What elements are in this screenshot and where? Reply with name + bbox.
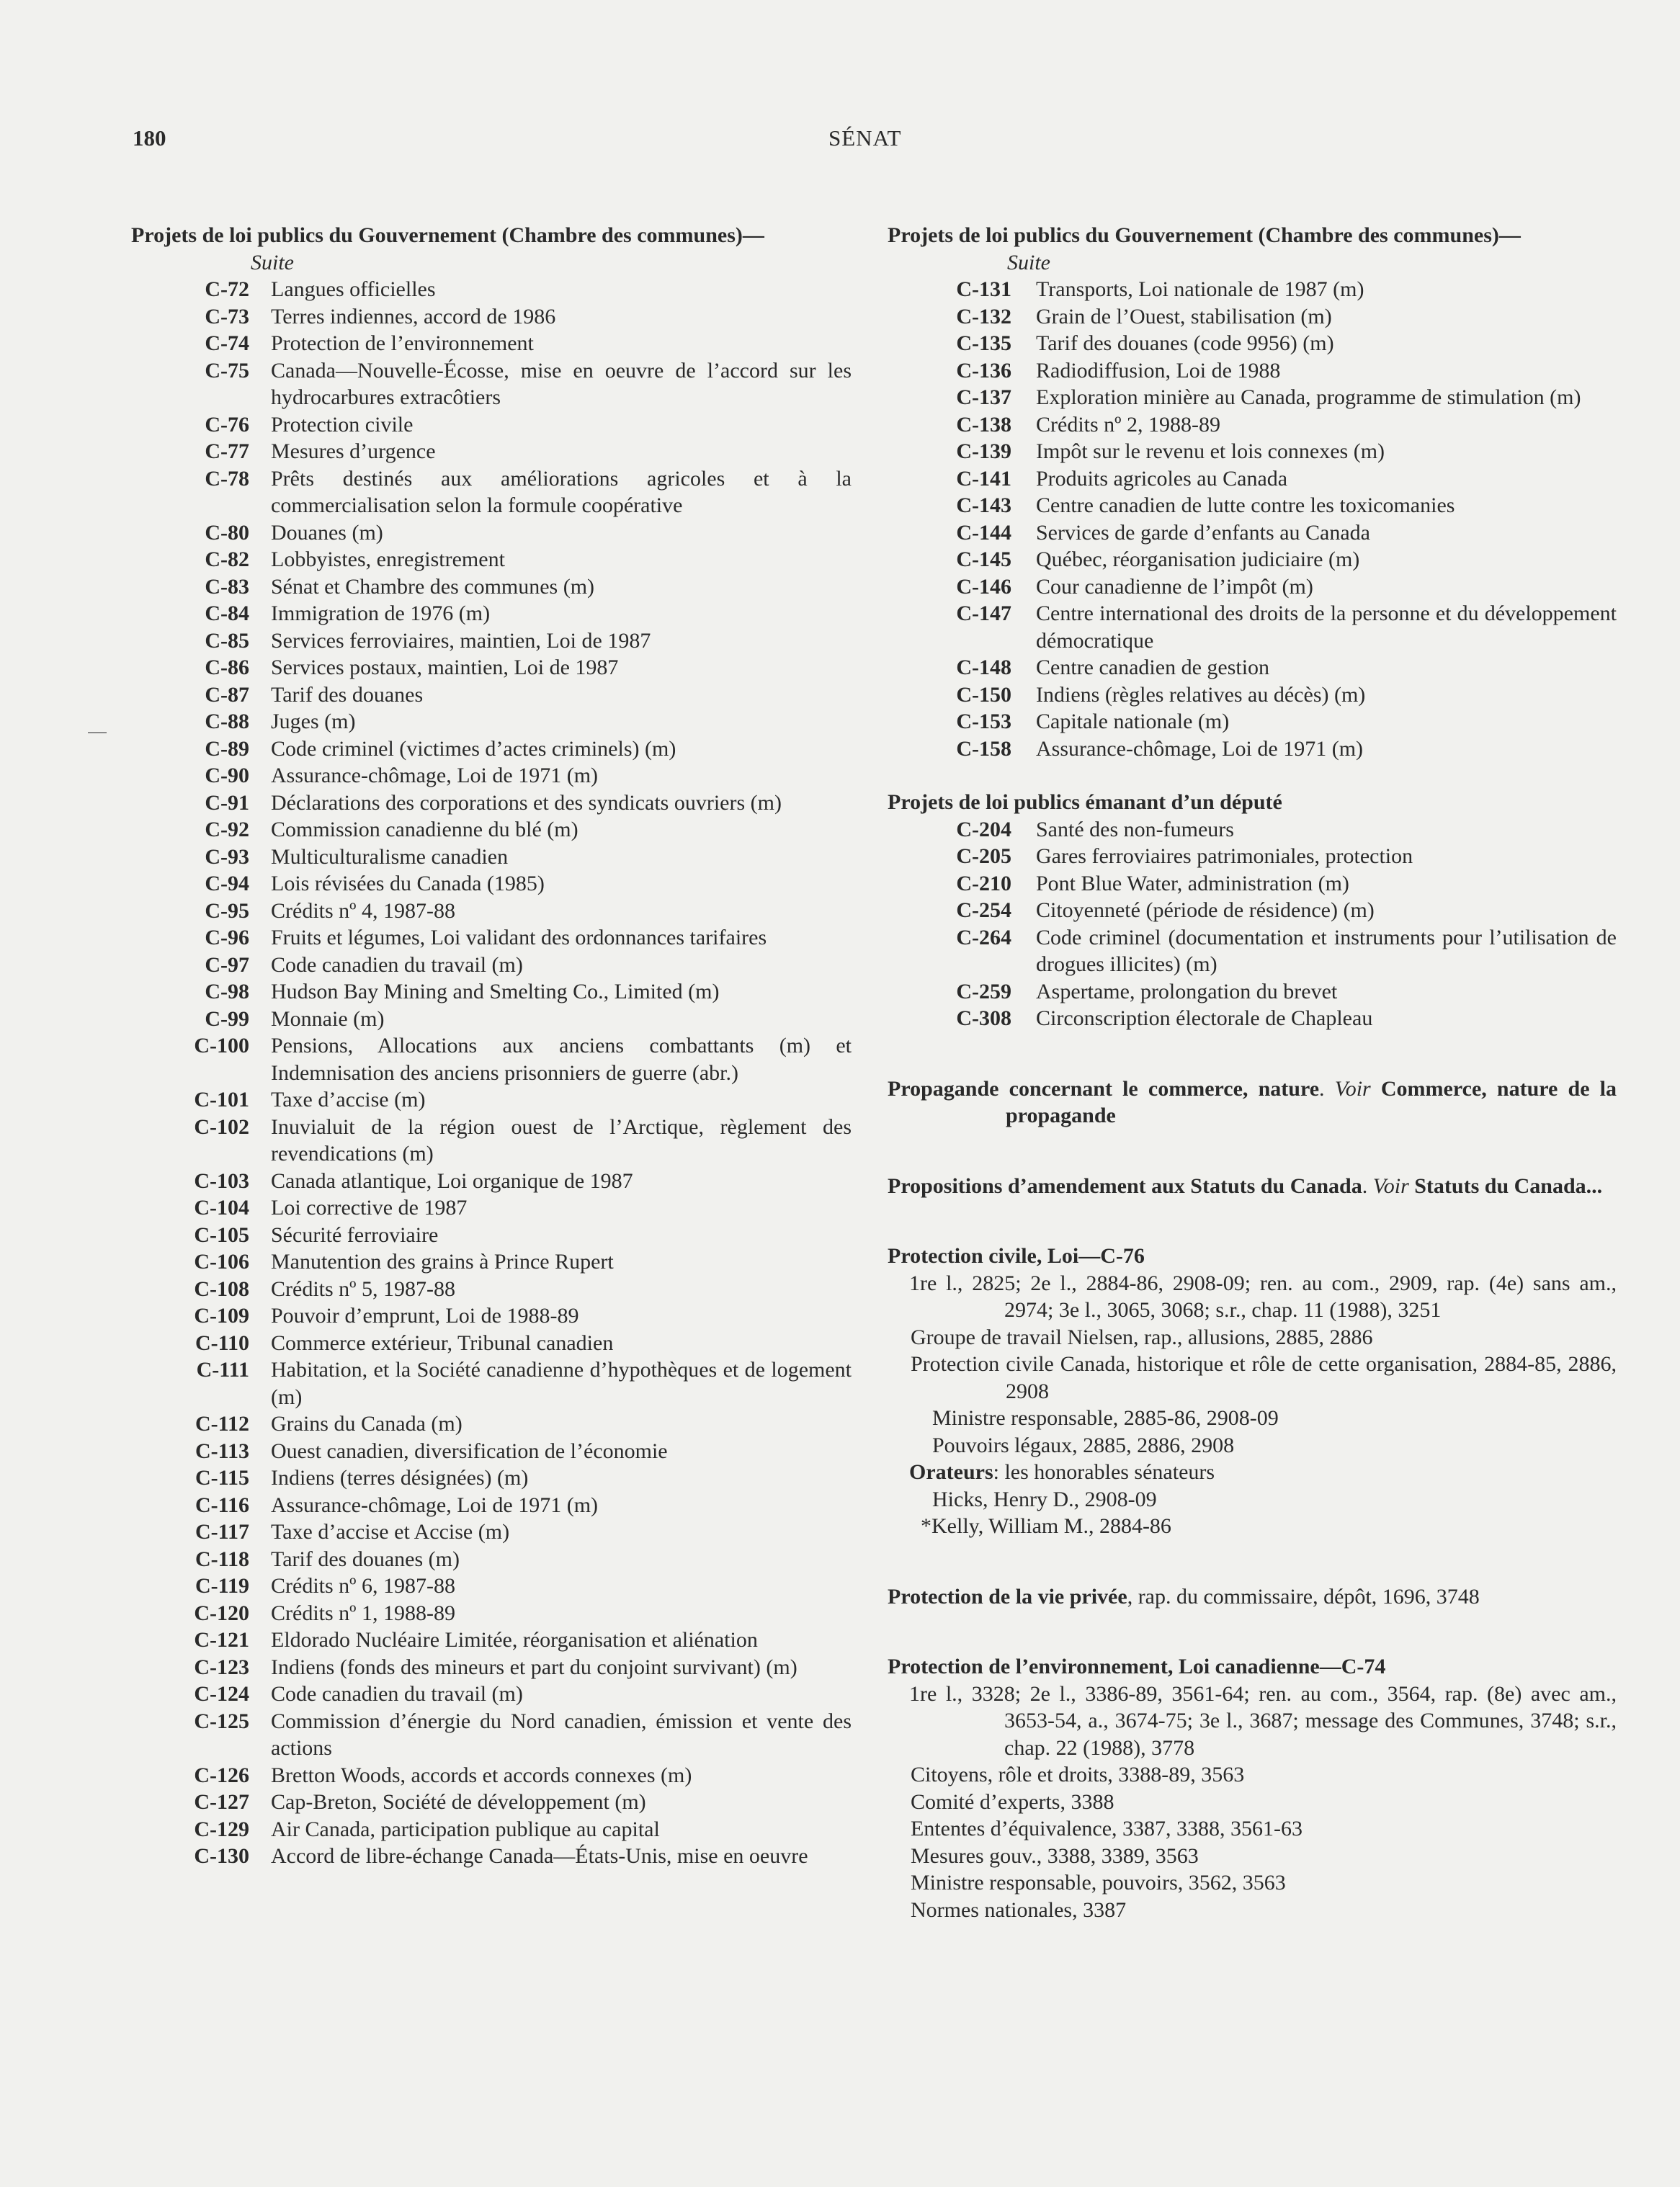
punct: . [1319, 1076, 1335, 1101]
bill-entry [888, 276, 1617, 303]
bill-entry [131, 1006, 852, 1033]
bill-entry [131, 952, 852, 979]
bill-code: C-98 [205, 980, 249, 1003]
right-column [888, 222, 1617, 1923]
subentry-nested: Pouvoirs légaux, 2885, 2886, 2908 [932, 1433, 1235, 1457]
bill-code: C-136 [956, 358, 1011, 383]
bill-title: Langues officielles [271, 277, 436, 301]
bill-code: C-119 [195, 1574, 249, 1598]
bill-entry [888, 438, 1617, 465]
entry-heading: Protection de l’environnement, Loi canadienne—C-74 [888, 1655, 1386, 1678]
bill-entry [131, 303, 852, 331]
bill-entry [131, 1546, 852, 1573]
bill-title: Loi corrective de 1987 [271, 1196, 468, 1220]
bill-entry [131, 1573, 852, 1600]
bill-code: C-94 [205, 872, 249, 895]
bill-code: C-101 [194, 1088, 249, 1112]
bill-title: Santé des non-fumeurs [1036, 817, 1234, 841]
space [1371, 1077, 1381, 1101]
bill-entry [131, 1789, 852, 1816]
bill-title: Canada atlantique, Loi organique de 1987 [271, 1168, 633, 1193]
bill-title: Douanes (m) [271, 520, 383, 545]
bill-entry [131, 1410, 852, 1438]
bill-entry [888, 897, 1617, 924]
bill-code: C-88 [205, 710, 249, 733]
bill-entry [888, 654, 1617, 681]
bill-entry [131, 1222, 852, 1249]
bill-code: C-100 [194, 1034, 249, 1057]
bill-entry [888, 357, 1617, 385]
bill-code: C-264 [956, 925, 1011, 949]
bill-title: Tarif des douanes (code 9956) (m) [1036, 331, 1334, 355]
bill-title: Hudson Bay Mining and Smelting Co., Limited (m) [271, 980, 720, 1003]
bill-title: Protection civile [271, 412, 414, 437]
bill-entry [131, 1114, 852, 1168]
entry-heading: Protection de la vie privée [888, 1584, 1127, 1609]
bill-code: C-108 [194, 1276, 249, 1301]
bill-entry [131, 762, 852, 790]
bill-entry [131, 1654, 852, 1681]
bill-code: C-146 [956, 574, 1011, 599]
bill-title: Eldorado Nucléaire Limitée, réorganisation et aliénation [271, 1628, 758, 1652]
bill-title: Pensions, Allocations aux anciens combattants (m) et Indemnisation des anciens prisonniers de guerre (abr.) [271, 1034, 852, 1085]
bill-title: Aspertame, prolongation du brevet [1036, 979, 1338, 1003]
bill-code: C-137 [956, 385, 1011, 409]
spacer [888, 1032, 1617, 1075]
bill-code: C-117 [195, 1520, 249, 1544]
index-entry-protection-civile [888, 1243, 1617, 1270]
bill-entry [131, 1356, 852, 1410]
bill-title: Commission d’énergie du Nord canadien, émission et vente des actions [271, 1709, 852, 1760]
bill-code: C-97 [205, 952, 249, 977]
bill-entry [131, 1086, 852, 1114]
bill-code: C-91 [205, 790, 249, 815]
bill-entry [131, 1708, 852, 1762]
readings: 1re l., 2825; 2e l., 2884-86, 2908-09; ren. au com., 2909, rap. (4e) sans am., 2974; 3e l., 3065, 3068; s.r., chap. 11 (1988), 3251 [909, 1271, 1617, 1322]
bill-entry [888, 546, 1617, 573]
bill-code: C-95 [205, 898, 249, 923]
bill-entry [131, 735, 852, 763]
bill-code: C-84 [205, 601, 249, 625]
bill-entry [131, 1168, 852, 1195]
bill-entry [131, 1600, 852, 1627]
bill-title: Indiens (terres désignées) (m) [271, 1466, 529, 1490]
punct: . [1362, 1173, 1373, 1198]
spacer [888, 1540, 1617, 1583]
bill-list [131, 276, 852, 1870]
bill-title: Bretton Woods, accords et accords connexes (m) [271, 1763, 692, 1787]
bill-code: C-106 [194, 1250, 249, 1274]
bill-code: C-102 [194, 1114, 249, 1139]
bill-entry [131, 1492, 852, 1519]
bill-title: Immigration de 1976 (m) [271, 601, 491, 625]
bill-entry [888, 870, 1617, 898]
bill-list [888, 816, 1617, 1032]
bill-code: C-104 [194, 1196, 249, 1220]
entry-heading: Propagande concernant le commerce, nature [888, 1076, 1320, 1101]
bill-code: C-158 [956, 736, 1011, 761]
bill-title: Services de garde d’enfants au Canada [1036, 520, 1370, 545]
subentry: Citoyens, rôle et droits, 3388-89, 3563 [911, 1763, 1245, 1786]
bill-title: Transports, Loi nationale de 1987 (m) [1036, 277, 1364, 301]
bill-title: Radiodiffusion, Loi de 1988 [1036, 358, 1281, 383]
bill-entry [131, 627, 852, 655]
bill-entry [131, 1302, 852, 1330]
bill-code: C-131 [956, 277, 1011, 301]
bill-title: Québec, réorganisation judiciaire (m) [1036, 547, 1360, 571]
margin-mark [88, 732, 107, 733]
entry-heading: Protection civile, Loi—C-76 [888, 1244, 1145, 1268]
bill-title: Assurance-chômage, Loi de 1971 (m) [1036, 736, 1364, 761]
bill-entry [131, 708, 852, 735]
subentry: Groupe de travail Nielsen, rap., allusions, 2885, 2886 [911, 1325, 1373, 1349]
bill-entry [131, 870, 852, 898]
bill-code: C-254 [956, 898, 1011, 922]
bill-title: Fruits et légumes, Loi validant des ordonnances tarifaires [271, 926, 767, 949]
bill-entry [131, 978, 852, 1006]
bill-entry [131, 330, 852, 357]
subentry-nested: Ministre responsable, 2885-86, 2908-09 [932, 1406, 1279, 1430]
bill-title: Citoyenneté (période de résidence) (m) [1036, 898, 1375, 922]
bill-title: Centre canadien de gestion [1036, 656, 1270, 679]
bill-title: Commission canadienne du blé (m) [271, 818, 578, 841]
bill-entry [888, 519, 1617, 547]
bill-entry [131, 1032, 852, 1086]
speaker: Hicks, Henry D., 2908-09 [932, 1487, 1157, 1511]
spacer [888, 1130, 1617, 1173]
bill-title: Terres indiennes, accord de 1986 [271, 304, 556, 328]
spacer [888, 1610, 1617, 1653]
bill-title: Cour canadienne de l’impôt (m) [1036, 574, 1313, 599]
section-title: Projets de loi publics du Gouvernement (Chambre des communes)— [131, 223, 764, 247]
bill-entry [888, 816, 1617, 844]
bill-entry [131, 1438, 852, 1465]
bill-title: Protection de l’environnement [271, 331, 534, 355]
speaker: *Kelly, William M., 2884-86 [921, 1514, 1171, 1538]
bill-entry [888, 978, 1617, 1006]
bill-title: Tarif des douanes [271, 682, 424, 707]
bill-entry [131, 573, 852, 601]
bill-entry [888, 924, 1617, 978]
bill-title: Indiens (règles relatives au décès) (m) [1036, 682, 1366, 707]
bill-code: C-78 [205, 466, 249, 491]
bill-title: Crédits nº 6, 1987-88 [271, 1574, 455, 1598]
bill-code: C-105 [194, 1222, 249, 1247]
bill-code: C-153 [956, 710, 1011, 733]
entry-text: , rap. du commissaire, dépôt, 1696, 3748 [1127, 1584, 1480, 1609]
bill-entry [888, 708, 1617, 735]
bill-entry [131, 924, 852, 952]
bill-entry [888, 330, 1617, 357]
subentry-list [888, 1761, 1617, 1923]
bill-code: C-118 [195, 1547, 249, 1571]
bill-title: Taxe d’accise (m) [271, 1088, 426, 1112]
bill-title: Crédits nº 5, 1987-88 [271, 1276, 455, 1301]
subentry: Ministre responsable, pouvoirs, 3562, 3563 [911, 1871, 1286, 1895]
bill-code: C-144 [956, 520, 1011, 545]
bill-title: Multiculturalisme canadien [271, 844, 509, 869]
bill-entry [131, 1843, 852, 1870]
bill-title: Impôt sur le revenu et lois connexes (m) [1036, 439, 1385, 463]
bill-title: Code criminel (documentation et instruments pour l’utilisation de drogues illicites) (m) [1036, 925, 1617, 976]
bill-code: C-87 [205, 682, 249, 707]
bill-title: Sécurité ferroviaire [271, 1222, 439, 1247]
bill-entry [888, 1005, 1617, 1032]
bill-entry [131, 465, 852, 519]
bill-entry [131, 1276, 852, 1303]
bill-code: C-93 [205, 844, 249, 869]
bill-title: Inuvialuit de la région ouest de l’Arctique, règlement des revendications (m) [271, 1114, 852, 1166]
bill-entry [131, 276, 852, 303]
member-section-title: Projets de loi publics émanant d’un député [888, 790, 1282, 814]
bill-code: C-112 [195, 1412, 249, 1436]
bill-code: C-308 [956, 1006, 1011, 1030]
speakers-line [888, 1459, 1617, 1486]
bill-code: C-75 [205, 358, 249, 383]
speakers-label: Orateurs [909, 1460, 993, 1484]
bill-code: C-210 [956, 871, 1011, 895]
bill-entry [888, 681, 1617, 709]
subentry: Protection civile Canada, historique et rôle de cette organisation, 2884-85, 2886, 2908 [911, 1352, 1617, 1403]
bill-title: Services postaux, maintien, Loi de 1987 [271, 656, 619, 679]
bill-code: C-115 [195, 1466, 249, 1490]
cross-reference: Statuts du Canada... [1414, 1173, 1603, 1198]
bill-code: C-145 [956, 547, 1011, 571]
bill-title: Grains du Canada (m) [271, 1412, 463, 1436]
bill-title: Déclarations des corporations et des syndicats ouvriers (m) [271, 790, 782, 815]
bill-code: C-141 [956, 466, 1011, 491]
subentry: Comité d’experts, 3388 [911, 1789, 1114, 1814]
bill-code: C-73 [205, 304, 249, 328]
index-entry-vie-privee [888, 1583, 1617, 1611]
bill-title: Code criminel (victimes d’actes criminels) (m) [271, 736, 676, 761]
bill-entry [888, 411, 1617, 439]
bill-title: Produits agricoles au Canada [1036, 466, 1288, 491]
bill-code: C-90 [205, 764, 249, 787]
bill-title: Monnaie (m) [271, 1006, 385, 1031]
bill-code: C-99 [205, 1006, 249, 1031]
bill-entry [888, 384, 1617, 411]
bill-code: C-83 [205, 574, 249, 599]
subentry: Normes nationales, 3387 [911, 1897, 1127, 1922]
spacer [888, 1199, 1617, 1243]
bill-code: C-86 [205, 656, 249, 679]
bill-code: C-147 [956, 601, 1011, 625]
spacer [888, 762, 1617, 789]
bill-entry [131, 1816, 852, 1843]
bill-entry [131, 844, 852, 871]
bill-title: Pont Blue Water, administration (m) [1036, 871, 1349, 895]
bill-code: C-138 [956, 412, 1011, 437]
bill-entry [888, 735, 1617, 763]
bill-code: C-204 [956, 817, 1011, 841]
bill-code: C-143 [956, 493, 1011, 517]
bill-entry [131, 1681, 852, 1708]
bill-entry [131, 438, 852, 465]
section-title: Projets de loi publics du Gouvernement (Chambre des communes)— [888, 223, 1521, 247]
bill-entry [888, 303, 1617, 331]
bill-title: Centre canadien de lutte contre les toxicomanies [1036, 493, 1455, 517]
subentry: Ententes d’équivalence, 3387, 3388, 3561-63 [911, 1817, 1303, 1841]
bill-entry [131, 816, 852, 844]
bill-code: C-124 [194, 1682, 249, 1706]
bill-code: C-120 [194, 1601, 249, 1625]
bill-entry [131, 1519, 852, 1546]
bill-code: C-123 [194, 1655, 249, 1679]
bill-title: Juges (m) [271, 710, 356, 733]
bill-title: Accord de libre-échange Canada—États-Unis, mise en oeuvre [271, 1844, 808, 1868]
bill-title: Pouvoir d’emprunt, Loi de 1988-89 [271, 1304, 579, 1328]
speakers-text: : les honorables sénateurs [993, 1460, 1215, 1484]
bill-code: C-130 [194, 1844, 249, 1868]
bill-code: C-85 [205, 628, 249, 653]
bill-title: Mesures d’urgence [271, 439, 436, 463]
bill-code: C-116 [195, 1493, 249, 1517]
bill-title: Cap-Breton, Société de développement (m) [271, 1790, 646, 1814]
bill-code: C-139 [956, 439, 1011, 463]
bill-entry [888, 843, 1617, 870]
bill-title: Code canadien du travail (m) [271, 1682, 523, 1706]
bill-title: Air Canada, participation publique au capital [271, 1817, 660, 1841]
bill-title: Centre international des droits de la personne et du développement démocratique [1036, 601, 1617, 653]
bill-code: C-82 [205, 547, 249, 571]
bill-entry [131, 1464, 852, 1492]
bill-title: Ouest canadien, diversification de l’économie [271, 1439, 668, 1463]
bill-title: Services ferroviaires, maintien, Loi de 1987 [271, 628, 651, 653]
bill-code: C-92 [205, 818, 249, 841]
bill-code: C-110 [195, 1330, 249, 1355]
bill-title: Habitation, et la Société canadienne d’hypothèques et de logement (m) [271, 1358, 852, 1409]
bill-entry [888, 600, 1617, 654]
bill-entry [131, 790, 852, 817]
bill-code: C-129 [194, 1817, 249, 1841]
voir-label: Voir [1334, 1076, 1371, 1101]
bill-code: C-148 [956, 656, 1011, 679]
bill-code: C-135 [956, 331, 1011, 355]
bill-code: C-111 [196, 1358, 249, 1382]
bill-entry [131, 600, 852, 627]
bill-code: C-89 [205, 736, 249, 761]
bill-code: C-127 [194, 1790, 249, 1814]
bill-code: C-150 [956, 682, 1011, 707]
left-column [131, 222, 852, 1870]
readings: 1re l., 3328; 2e l., 3386-89, 3561-64; ren. au com., 3564, rap. (8e) avec am., 3653-54, a., 3674-75; 3e l., 3687; message des Communes, 3748; s.r., chap. 22 (1988), 3778 [909, 1681, 1617, 1760]
bill-entry [131, 411, 852, 439]
bill-title: Assurance-chômage, Loi de 1971 (m) [271, 764, 599, 787]
section-suite: Suite [1007, 250, 1050, 274]
bill-code: C-72 [205, 277, 249, 301]
bill-entry [131, 1248, 852, 1276]
bill-title: Taxe d’accise et Accise (m) [271, 1520, 510, 1544]
bill-title: Commerce extérieur, Tribunal canadien [271, 1330, 614, 1355]
bill-title: Gares ferroviaires patrimoniales, protection [1036, 844, 1413, 868]
bill-title: Sénat et Chambre des communes (m) [271, 574, 595, 599]
bill-entry [131, 1627, 852, 1654]
voir-label: Voir [1372, 1173, 1409, 1198]
bill-title: Manutention des grains à Prince Rupert [271, 1250, 614, 1274]
page-number: 180 [133, 125, 166, 151]
bill-entry [131, 898, 852, 925]
bill-code: C-126 [194, 1763, 249, 1787]
bill-code: C-121 [194, 1628, 249, 1652]
bill-title: Indiens (fonds des mineurs et part du conjoint survivant) (m) [271, 1655, 797, 1679]
bill-title: Exploration minière au Canada, programme de stimulation (m) [1036, 385, 1581, 409]
bill-code: C-132 [956, 304, 1011, 328]
running-title: SÉNAT [828, 125, 902, 151]
bill-entry [888, 573, 1617, 601]
bill-title: Capitale nationale (m) [1036, 710, 1230, 733]
index-entry-environnement [888, 1653, 1617, 1681]
bill-code: C-80 [205, 520, 249, 545]
bill-entry [131, 654, 852, 681]
bill-code: C-103 [194, 1168, 249, 1193]
bill-code: C-76 [205, 412, 249, 437]
bill-title: Tarif des douanes (m) [271, 1547, 460, 1571]
bill-code: C-77 [205, 439, 249, 463]
bill-title: Crédits nº 2, 1988-89 [1036, 412, 1220, 437]
bill-title: Code canadien du travail (m) [271, 952, 523, 977]
bill-code: C-96 [205, 926, 249, 949]
bill-title: Circonscription électorale de Chapleau [1036, 1006, 1373, 1030]
bill-title: Crédits nº 4, 1987-88 [271, 898, 455, 923]
bill-list [888, 276, 1617, 762]
bill-code: C-113 [195, 1439, 249, 1463]
bill-entry [131, 1194, 852, 1222]
bill-code: C-205 [956, 844, 1011, 868]
bill-title: Prêts destinés aux améliorations agricoles et à la commercialisation selon la formule coopérative [271, 466, 852, 517]
bill-title: Assurance-chômage, Loi de 1971 (m) [271, 1493, 599, 1517]
subentry: Mesures gouv., 3388, 3389, 3563 [911, 1843, 1199, 1868]
bill-title: Grain de l’Ouest, stabilisation (m) [1036, 304, 1332, 328]
bill-entry [888, 492, 1617, 519]
bill-title: Canada—Nouvelle-Écosse, mise en oeuvre de l’accord sur les hydrocarbures extracôtiers [271, 358, 852, 409]
bill-entry [131, 519, 852, 547]
bill-title: Lobbyistes, enregistrement [271, 547, 505, 571]
bill-title: Lois révisées du Canada (1985) [271, 872, 545, 895]
bill-code: C-74 [205, 331, 249, 355]
bill-code: C-259 [956, 979, 1011, 1003]
bill-code: C-109 [194, 1304, 249, 1328]
cross-reference: Commerce, nature de la propagande [1006, 1076, 1617, 1127]
bill-entry [888, 465, 1617, 493]
bill-entry [131, 1330, 852, 1357]
index-entry-propagande [888, 1075, 1617, 1130]
bill-entry [131, 1762, 852, 1789]
bill-entry [131, 357, 852, 411]
bill-code: C-125 [194, 1709, 249, 1733]
section-suite: Suite [251, 250, 294, 274]
entry-heading: Propositions d’amendement aux Statuts du Canada [888, 1173, 1362, 1198]
index-entry-propositions [888, 1173, 1617, 1200]
bill-entry [131, 546, 852, 573]
bill-title: Crédits nº 1, 1988-89 [271, 1601, 455, 1625]
bill-entry [131, 681, 852, 709]
